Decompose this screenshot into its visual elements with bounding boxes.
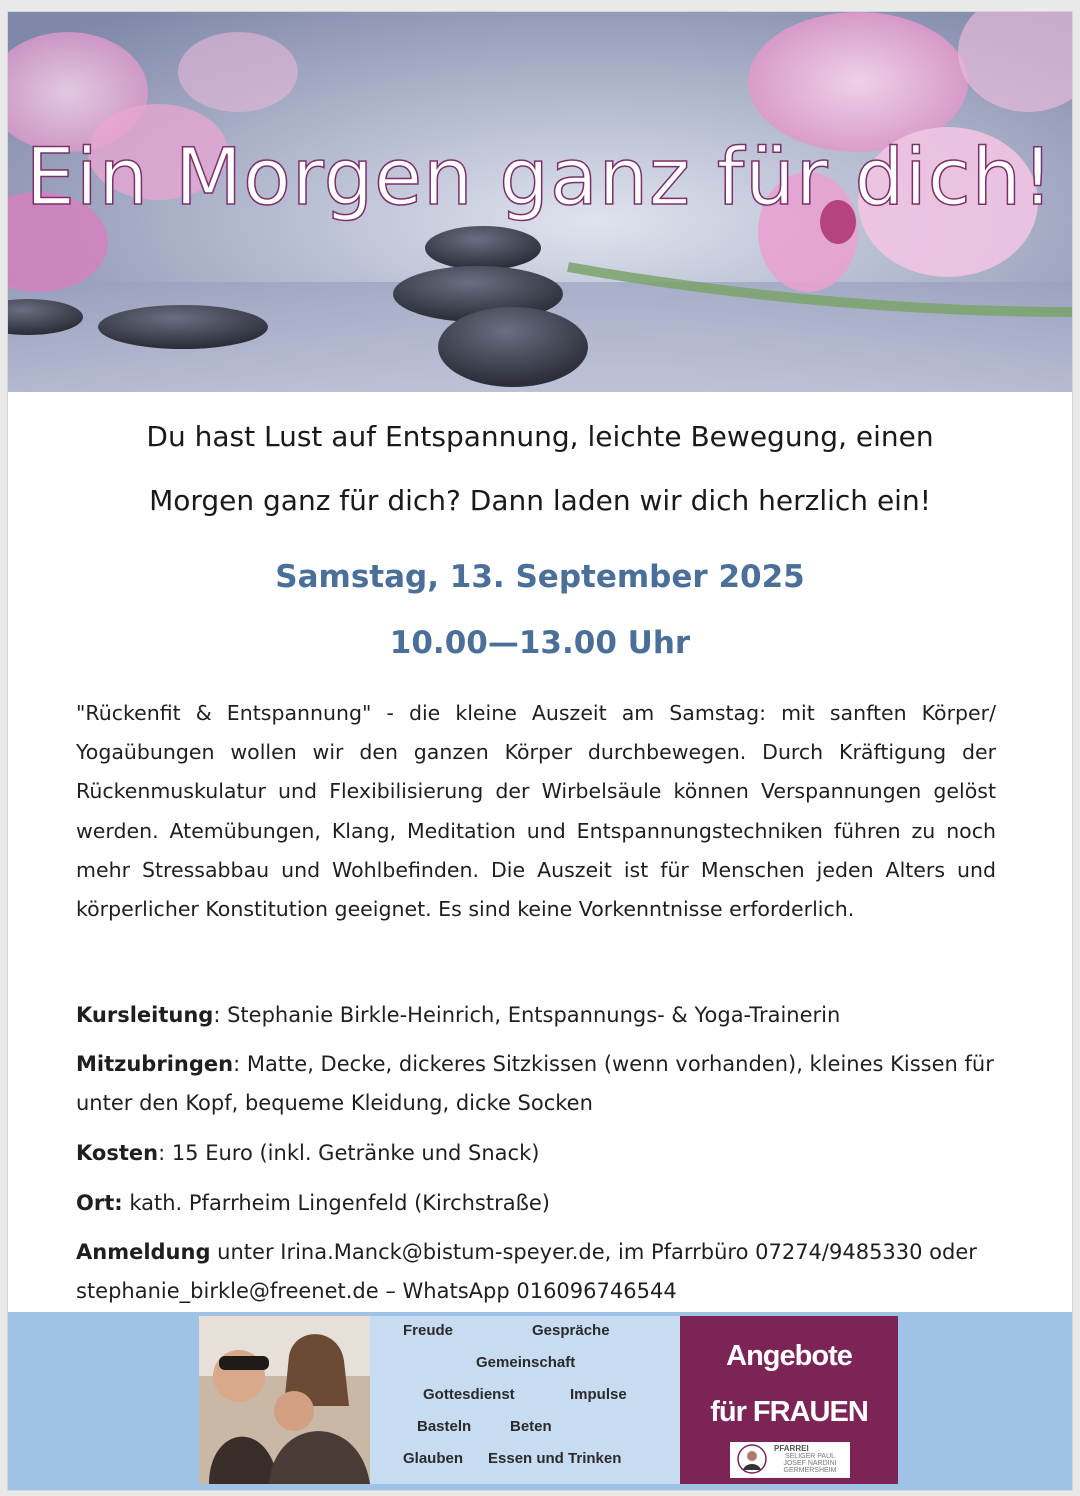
detail-value: : Matte, Decke, dickeres Sitzkissen (wenn vorhanden), kleines Kissen für unter den Kopf, bequeme Kleidung, dicke Socken xyxy=(76,1052,994,1115)
word: Essen und Trinken xyxy=(488,1450,622,1467)
women-group-photo xyxy=(199,1316,370,1484)
detail-anmeldung xyxy=(76,1233,1006,1311)
word: Gespräche xyxy=(532,1322,610,1339)
detail-ort xyxy=(76,1184,1006,1223)
detail-kosten xyxy=(76,1134,1006,1173)
detail-value: kath. Pfarrheim Lingenfeld (Kirchstraße) xyxy=(122,1191,550,1215)
page-title: Ein Morgen ganz für dich! xyxy=(25,133,1055,223)
offer-line-1: Angebote xyxy=(726,1340,852,1372)
parish-portrait-icon xyxy=(732,1442,772,1478)
logo-subtitle: SELIGER PAUL JOSEF NARDINI GERMERSHEIM xyxy=(783,1453,837,1474)
word: Impulse xyxy=(570,1386,627,1403)
logo-title: PFARREI xyxy=(774,1444,809,1453)
detail-label: Anmeldung xyxy=(76,1240,211,1264)
word: Basteln xyxy=(417,1418,472,1435)
footer-banner xyxy=(8,1312,1072,1490)
activity-word-cloud xyxy=(370,1316,680,1484)
detail-kursleitung xyxy=(76,996,1006,1035)
offer-line-2: für FRAUEN xyxy=(710,1396,868,1428)
event-description: "Rückenfit & Entspannung" - die kleine Auszeit am Samstag: mit sanften Körper/ Yogaübungen wollen wir den ganzen Körper durchbewegen. Durch Kräftigung der Rückenmuskulatur und Flexibilisierung der Wirbelsäule können Verspannungen gelöst werden. Atemübungen, Klang, Meditation und Entspannungstechniken führen zu noch mehr Stressabbau und Wohlbefinden. Die Auszeit ist für Menschen jeden Alters und körperlicher Konstitution geeignet. Es sind keine Vorkenntnisse erforderlich. xyxy=(76,701,996,922)
intro-text xyxy=(68,405,1012,533)
parish-logo xyxy=(730,1442,850,1478)
detail-label: Mitzubringen xyxy=(76,1052,234,1076)
group-photo-illustration xyxy=(199,1316,370,1484)
word: Glauben xyxy=(403,1450,464,1467)
word: Gemeinschaft xyxy=(476,1354,576,1371)
detail-mitzubringen xyxy=(76,1045,1006,1123)
detail-label: Ort: xyxy=(76,1191,123,1215)
event-date: Samstag, 13. September 2025 xyxy=(275,559,805,595)
word: Freude xyxy=(403,1322,454,1339)
hero-image xyxy=(8,12,1072,392)
flyer-page xyxy=(8,12,1072,1490)
offer-box xyxy=(680,1316,898,1484)
word: Beten xyxy=(510,1418,552,1435)
detail-value: : Stephanie Birkle-Heinrich, Entspannungs- & Yoga-Trainerin xyxy=(213,1003,841,1027)
detail-label: Kursleitung xyxy=(76,1003,214,1027)
detail-value: unter Irina.Manck@bistum-speyer.de, im Pfarrbüro 07274/9485330 oder stephanie_birkle@freenet.de – WhatsApp 016096746544 xyxy=(76,1240,977,1303)
event-time: 10.00—13.00 Uhr xyxy=(389,625,691,661)
detail-value: : 15 Euro (inkl. Getränke und Snack) xyxy=(158,1141,540,1165)
intro-line-1: Du hast Lust auf Entspannung, leichte Bewegung, einen xyxy=(146,420,934,453)
detail-label: Kosten xyxy=(76,1141,159,1165)
intro-line-2: Morgen ganz für dich? Dann laden wir dich herzlich ein! xyxy=(149,484,931,517)
word: Gottesdienst xyxy=(423,1386,515,1403)
